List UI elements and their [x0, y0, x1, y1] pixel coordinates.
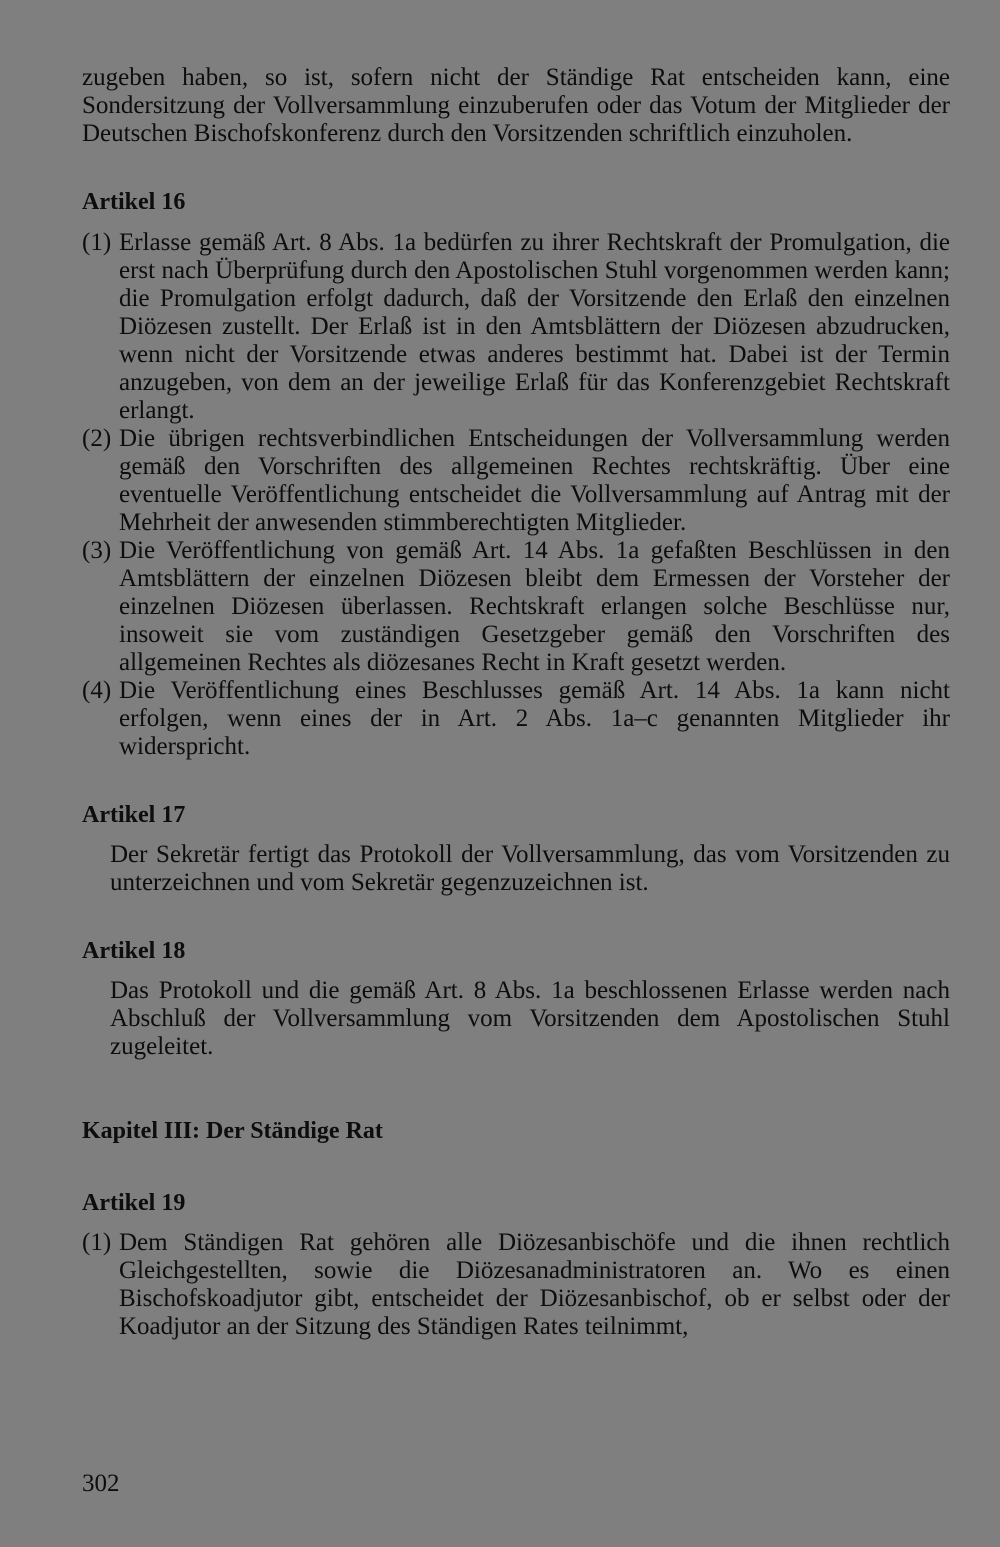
paragraph-text: Die Veröffentlichung von gemäß Art. 14 Abs. 1a gefaßten Beschlüssen in den Amtsblättern der einzelnen Diözesen bleibt dem Ermessen der Vorsteher der einzelnen Diözesen überlassen. Rechtskraft erlangen solche Beschlüsse nur, insoweit sie vom zuständigen Gesetzgeber gemäß den Vorschriften des allgemeinen Rechtes als diözesanes Recht in Kraft gesetzt werden.: [119, 537, 950, 676]
paragraph-text: Die übrigen rechtsverbindlichen Entscheidungen der Vollversammlung werden gemäß den Vorschriften des allgemeinen Rechtes rechtskräftig. Über eine eventuelle Veröffentlichung entscheidet die Vollversammlung auf Antrag mit der Mehrheit der anwesenden stimmberechtigten Mitglieder.: [119, 425, 950, 536]
article-16-paragraph-3: [82, 537, 950, 677]
article-16-paragraph-1: [82, 229, 950, 425]
page-body: [82, 64, 950, 1341]
article-17-text: Der Sekretär fertigt das Protokoll der Vollversammlung, das vom Vorsitzenden zu unterzeichnen und vom Sekretär gegenzuzeichnen ist.: [110, 841, 950, 896]
paragraph-number: (3): [82, 537, 112, 564]
paragraph-number: (1): [82, 1229, 112, 1256]
article-19-paragraph-1: [82, 1229, 950, 1341]
article-18-heading: Artikel 18: [82, 938, 186, 964]
chapter-3-heading: Kapitel III: Der Ständige Rat: [82, 1118, 383, 1144]
article-16-heading: Artikel 16: [82, 189, 186, 215]
article-16-paragraph-4: [82, 677, 950, 761]
article-16-paragraph-2: [82, 425, 950, 537]
intro-paragraph: zugeben haben, so ist, sofern nicht der Ständige Rat entscheiden kann, eine Sondersitzung der Vollversammlung einzuberufen oder das Votum der Mitglieder der Deutschen Bischofskonferenz durch den Vorsitzenden schriftlich einzuholen.: [82, 64, 950, 147]
paragraph-text: Erlasse gemäß Art. 8 Abs. 1a bedürfen zu ihrer Rechtskraft der Promulgation, die erst nach Überprüfung durch den Apostolischen Stuhl vorgenommen werden kann; die Promulgation erfolgt dadurch, daß der Vorsitzende den Erlaß den einzelnen Diözesen zustellt. Der Erlaß ist in den Amtsblättern der Diözesen abzudrucken, wenn nicht der Vorsitzende etwas anderes bestimmt hat. Dabei ist der Termin anzugeben, von dem an der jeweilige Erlaß für das Konferenzgebiet Rechtskraft erlangt.: [119, 229, 950, 424]
paragraph-number: (1): [82, 229, 112, 256]
paragraph-text: Die Veröffentlichung eines Beschlusses gemäß Art. 14 Abs. 1a kann nicht erfolgen, wenn eines der in Art. 2 Abs. 1a–c genannten Mitglieder ihr widerspricht.: [119, 677, 950, 760]
article-18-text: Das Protokoll und die gemäß Art. 8 Abs. 1a beschlossenen Erlasse werden nach Abschluß der Vollversammlung vom Vorsitzenden dem Apostolischen Stuhl zugeleitet.: [110, 977, 950, 1060]
article-19-heading: Artikel 19: [82, 1190, 186, 1216]
paragraph-number: (4): [82, 677, 112, 704]
article-17-heading: Artikel 17: [82, 802, 186, 828]
page-number: 302: [82, 1470, 120, 1497]
paragraph-text: Dem Ständigen Rat gehören alle Diözesanbischöfe und die ihnen rechtlich Gleichgestellten, sowie die Diözesanadministratoren an. Wo es einen Bischofskoadjutor gibt, entscheidet der Diözesanbischof, ob er selbst oder der Koadjutor an der Sitzung des Ständigen Rates teilnimmt,: [119, 1229, 950, 1340]
paragraph-number: (2): [82, 425, 112, 452]
